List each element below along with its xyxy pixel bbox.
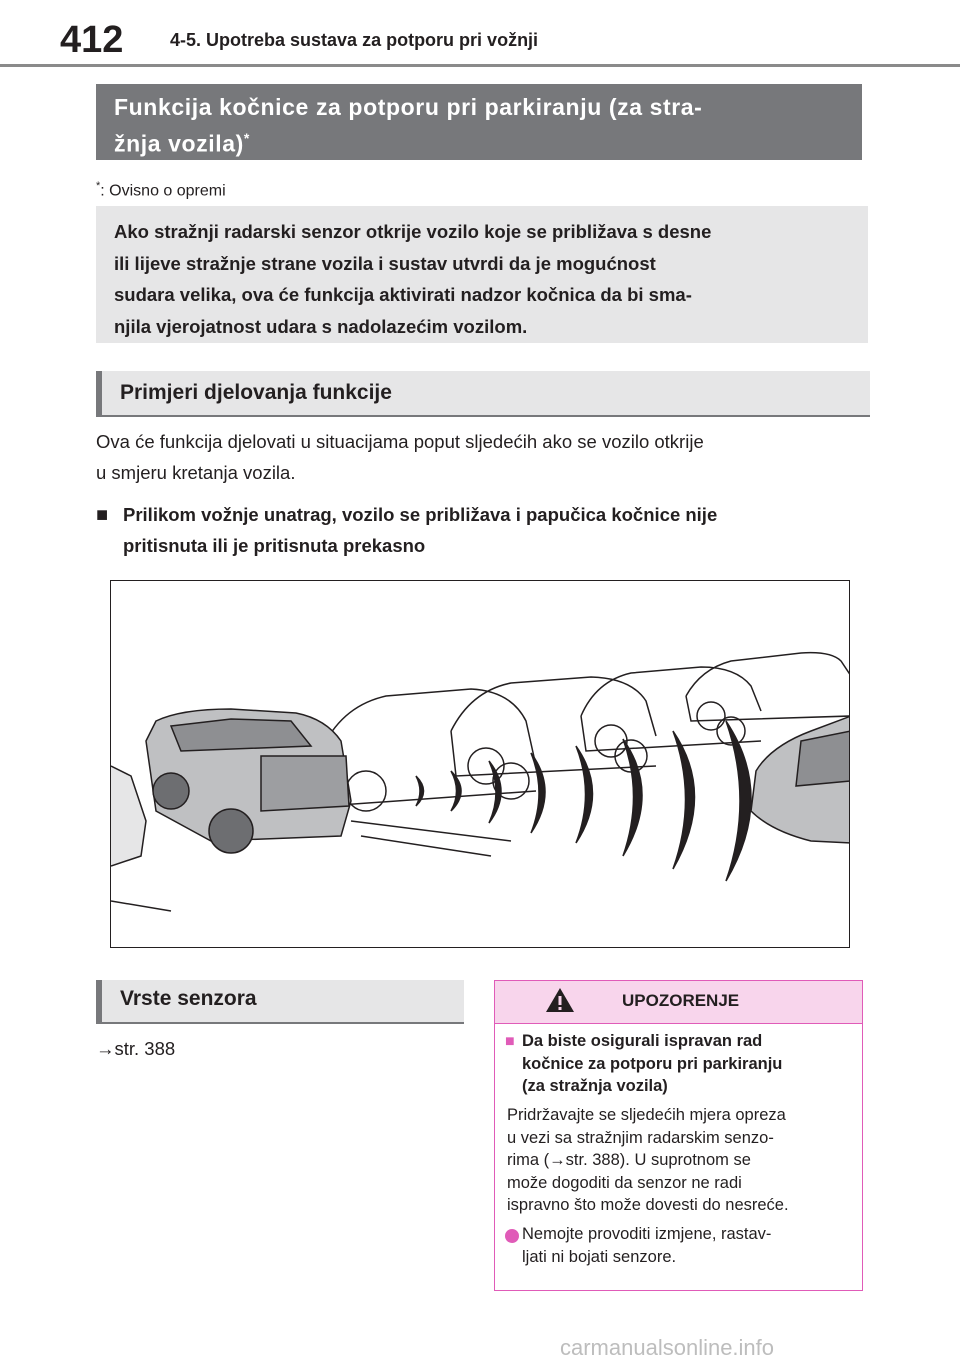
warning-item-line: ljati ni bojati senzore. (522, 1248, 677, 1266)
page-number: 412 (60, 19, 124, 61)
warning-item-line: Nemojte provoditi izmjene, rastav- (522, 1225, 772, 1243)
warning-title: UPOZORENJE (622, 991, 740, 1010)
footnote-marker: * (96, 180, 101, 192)
warning-text-line: rima (→str. 388). U suprotnom se (507, 1151, 751, 1169)
bullet-line: Prilikom vožnje unatrag, vozilo se približava i papučica kočnice nije (123, 504, 718, 525)
header-divider (0, 64, 960, 67)
warning-text-line: u vezi sa stražnjim radarskim senzo- (507, 1128, 774, 1147)
footnote-text: : Ovisno o opremi (100, 182, 226, 200)
footnote (96, 175, 226, 202)
warning-subheading-line: Da biste osigurali ispravan rad (522, 1032, 763, 1050)
bullet-line: pritisnuta ili je pritisnuta prekasno (123, 535, 426, 556)
intro-line: sudara velika, ova će funkcija aktivirati nadzor kočnica da bi sma- (114, 284, 692, 305)
title-footnote-marker: * (243, 130, 250, 146)
warning-square-bullet: ■ (505, 1033, 515, 1050)
page-title-line-1: Funkcija kočnice za potporu pri parkiranju (za stra- (114, 94, 703, 120)
warning-text-line: ispravno što može dovesti do nesreće. (507, 1196, 789, 1214)
warning-text-line: Pridržavajte se sljedećih mjera opreza (507, 1106, 786, 1124)
section-title: 4-5. Upotreba sustava za potporu pri vožnji (170, 30, 539, 50)
warning-header (495, 981, 862, 1024)
intro-line: ili lijeve stražnje strane vozila i sustav utvrdi da je mogućnost (114, 252, 656, 274)
arrow-right-icon: → (96, 1038, 115, 1059)
warning-item (522, 1223, 852, 1269)
warning-text-line: može dogoditi da senzor ne radi (507, 1173, 742, 1192)
page-title-line-2 (114, 123, 844, 160)
paragraph-line: Ova će funkcija djelovati u situacijama poput sljedećih ako se vozilo otkrije (96, 431, 704, 452)
page-title-text: žnja vozila) (114, 130, 244, 157)
parking-illustration (110, 580, 850, 948)
warning-subheading-line: (za stražnja vozila) (522, 1077, 668, 1095)
examples-heading: Primjeri djelovanja funkcije (96, 371, 870, 417)
watermark: carmanualsonline.info (560, 1335, 775, 1360)
intro-line: Ako stražnji radarski senzor otkrije vozilo koje se približava s desne (114, 221, 712, 242)
intro-box (96, 206, 868, 343)
warning-text (507, 1104, 857, 1217)
sensor-types-heading: Vrste senzora (96, 980, 464, 1024)
paragraph-line: u smjeru kretanja vozila. (96, 462, 296, 483)
page-reference[interactable] (96, 1036, 175, 1062)
warning-triangle-icon (545, 986, 575, 1014)
square-bullet: ■ (96, 504, 109, 526)
warning-subheading (522, 1030, 852, 1098)
warning-bullet-dot (505, 1229, 519, 1243)
page-title-box (96, 84, 862, 160)
reference-text: str. 388 (114, 1038, 176, 1059)
warning-box (494, 980, 863, 1291)
parking-scene-graphic (111, 581, 850, 948)
intro-line: njila vjerojatnost udara s nadolazećim vozilom. (114, 315, 528, 337)
warning-subheading-line: kočnice za potporu pri parkiranju (522, 1054, 783, 1073)
examples-paragraph (96, 426, 866, 488)
example-bullet-heading (123, 499, 863, 561)
